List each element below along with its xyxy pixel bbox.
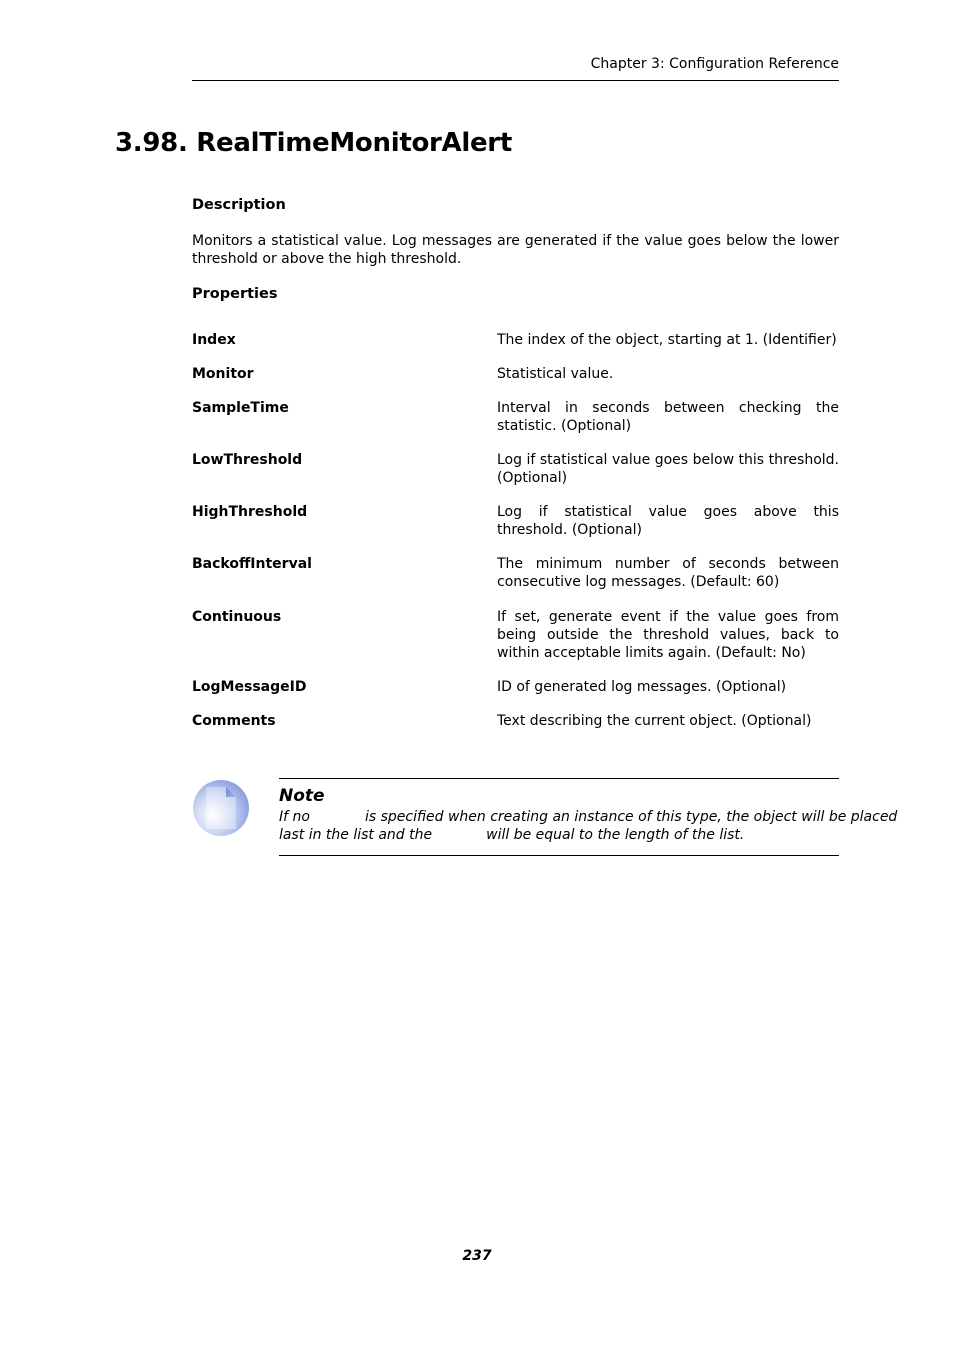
property-description: ID of generated log messages. (Optional) xyxy=(497,679,787,695)
property-description: Text describing the current object. (Optional) xyxy=(497,713,812,729)
note-text: will be equal to the length of the list. xyxy=(486,827,745,843)
property-description: Log if statistical value goes below this threshold. (Optional) xyxy=(497,452,839,486)
property-description: Interval in seconds between checking the statistic. (Optional) xyxy=(497,400,839,434)
property-description: Log if statistical value goes above this threshold. (Optional) xyxy=(497,504,839,538)
properties-heading: Properties xyxy=(192,286,278,302)
property-name: Index xyxy=(192,332,236,348)
property-name: HighThreshold xyxy=(192,504,308,520)
description-text: Monitors a statistical value. Log messages are generated if the value goes below the lower threshold or above the high threshold. xyxy=(192,233,839,267)
property-name: LowThreshold xyxy=(192,452,303,468)
property-name: LogMessageID xyxy=(192,679,307,695)
property-description: Statistical value. xyxy=(497,366,614,382)
note-title: Note xyxy=(279,786,325,806)
page-header xyxy=(192,55,839,81)
note-text: If no xyxy=(279,809,310,825)
property-name: Monitor xyxy=(192,366,254,382)
note-page-icon xyxy=(192,779,250,837)
property-name: BackoffInterval xyxy=(192,556,312,572)
note-box xyxy=(279,778,898,856)
note-text: last in the list and the xyxy=(279,827,433,843)
chapter-title: Chapter 3: Configuration Reference xyxy=(590,56,839,72)
property-description: The index of the object, starting at 1. (Identifier) xyxy=(497,332,837,348)
note-line-2 xyxy=(279,826,744,844)
property-name: SampleTime xyxy=(192,400,289,416)
note-line-1 xyxy=(279,808,897,826)
property-name: Continuous xyxy=(192,609,282,625)
page-number: 237 xyxy=(462,1248,492,1264)
note-text: is specified when creating an instance of this type, the object will be placed xyxy=(364,809,898,825)
section-title: 3.98. RealTimeMonitorAlert xyxy=(115,128,512,158)
property-description: If set, generate event if the value goes from being outside the threshold values, back to within acceptable limits again. (Default: No) xyxy=(497,609,839,661)
description-heading: Description xyxy=(192,197,286,213)
property-name: Comments xyxy=(192,713,276,729)
property-description: The minimum number of seconds between consecutive log messages. (Default: 60) xyxy=(497,556,839,590)
